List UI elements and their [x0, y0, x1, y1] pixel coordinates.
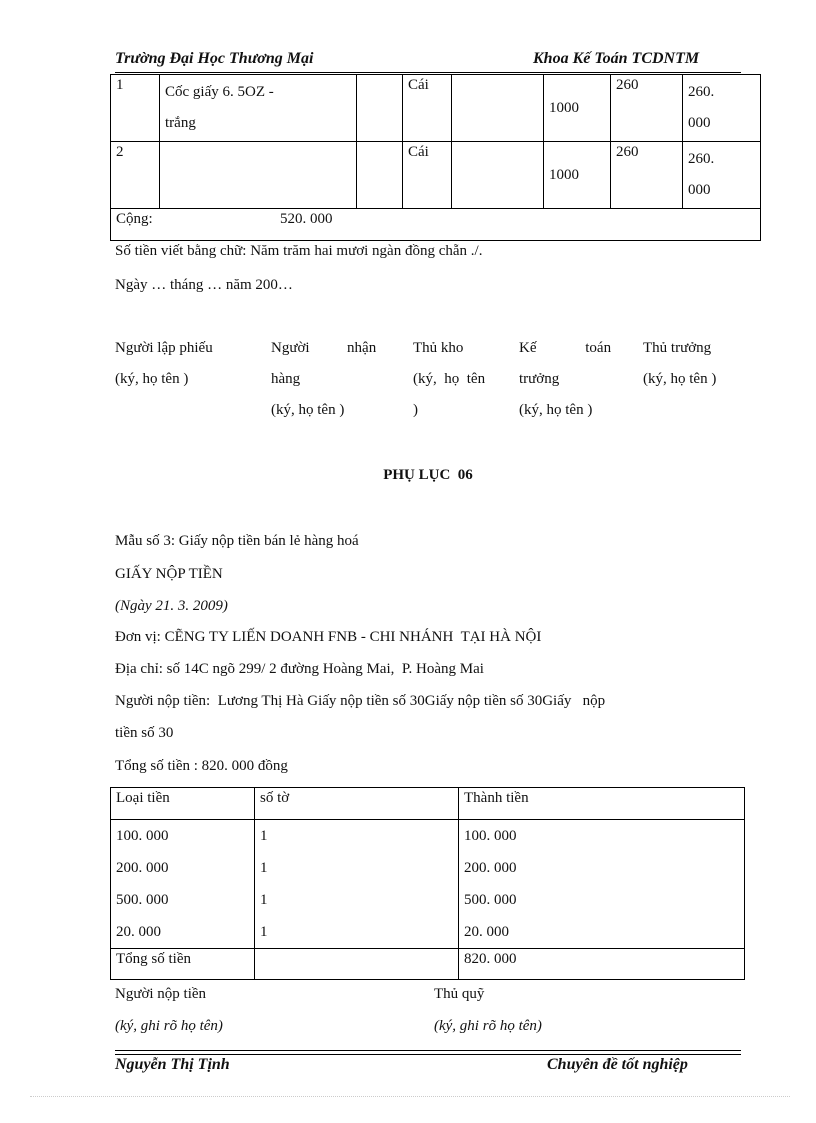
footer-subject: Chuyên đề tốt nghiệp — [547, 1056, 688, 1073]
signature-title: Người nhận — [271, 340, 377, 356]
signature-note: (ký, họ tên ) — [643, 371, 717, 387]
unit-cell: Cái — [403, 142, 452, 209]
form-payer-line1: Người nộp tiền: Lương Thị Hà Giấy nộp tiền số 30Giấy nộp tiền số 30Giấy nộp — [115, 693, 606, 709]
unit-cell: Cái — [403, 75, 452, 142]
signature-receiver — [271, 333, 399, 426]
qty-cell: 1000 — [544, 75, 611, 142]
table-header-row — [111, 788, 745, 820]
cashier-signature-note: (ký, ghi rõ họ tên) — [434, 1018, 542, 1034]
signature-title: Thủ trưởng — [643, 340, 712, 356]
total-row — [111, 949, 745, 980]
denomination: 200. 000 — [116, 860, 169, 876]
total-row — [111, 209, 761, 241]
total-count — [255, 949, 459, 980]
footer-rule-thin — [115, 1054, 741, 1055]
total-value: 820. 000 — [459, 949, 745, 980]
count-cell — [255, 820, 459, 949]
form-number: Mẫu số 3: Giấy nộp tiền bán lẻ hàng hoá — [115, 533, 359, 549]
sheet-count: 1 — [260, 924, 268, 940]
code-cell — [357, 75, 403, 142]
signature-note-cont: ) — [413, 402, 418, 418]
denomination: 20. 000 — [116, 924, 161, 940]
denomination: 500. 000 — [116, 892, 169, 908]
signature-title: Kế toán — [519, 340, 612, 356]
product-name-line2: trắng — [165, 115, 196, 131]
product-name-line1: Cốc giấy 6. 5OZ - — [165, 84, 274, 100]
amount-cell — [683, 142, 761, 209]
price-cell: 260 — [611, 75, 683, 142]
footer-rule — [115, 1050, 741, 1051]
total-label: Cộng: — [116, 211, 153, 227]
header-rule — [115, 72, 741, 73]
payer-signature-note: (ký, ghi rõ họ tên) — [115, 1018, 223, 1034]
stt-cell: 2 — [111, 142, 160, 209]
denomination-cell — [111, 820, 255, 949]
appendix-title: PHỤ LỤC 06 — [383, 467, 473, 483]
form-title: GIẤY NỘP TIỀN — [115, 566, 223, 582]
payer-signature-title: Người nộp tiền — [115, 986, 207, 1002]
signature-chief-accountant — [519, 333, 634, 426]
header-faculty: Khoa Kế Toán TCDNTM — [533, 50, 700, 67]
cashier-signature-title: Thủ quỹ — [434, 986, 485, 1002]
denomination: 100. 000 — [116, 828, 169, 844]
line-amount: 100. 000 — [464, 828, 517, 844]
table-row — [111, 820, 745, 949]
amount-line2: 000 — [688, 115, 711, 131]
product-cell — [160, 142, 357, 209]
stt-cell: 1 — [111, 75, 160, 142]
req-qty-cell — [452, 142, 544, 209]
total-cell — [111, 209, 761, 241]
amount-line1: 260. — [688, 84, 715, 100]
qty-cell: 1000 — [544, 142, 611, 209]
sheet-count: 1 — [260, 892, 268, 908]
code-cell — [357, 142, 403, 209]
footer-author: Nguyễn Thị Tịnh — [115, 1056, 230, 1073]
amount-line1: 260. — [688, 151, 715, 167]
table-row — [111, 142, 761, 209]
form-total: Tổng số tiền : 820. 000 đồng — [115, 758, 288, 774]
line-amount: 200. 000 — [464, 860, 517, 876]
form-unit: Đơn vị: CẼNG TY LIẾN DOANH FNB - CHI NHÁNH TẠI HÀ NỘI — [115, 629, 542, 645]
signature-storekeeper — [413, 333, 508, 426]
goods-table — [110, 74, 761, 241]
price-cell: 260 — [611, 142, 683, 209]
signature-note: (ký, họ tên ) — [115, 371, 189, 387]
signature-preparer — [115, 333, 255, 395]
total-label: Tổng số tiền — [111, 949, 255, 980]
signature-head — [643, 333, 753, 395]
sheet-count: 1 — [260, 860, 268, 876]
form-date: (Ngày 21. 3. 2009) — [115, 598, 228, 614]
sheet-count: 1 — [260, 828, 268, 844]
req-qty-cell — [452, 75, 544, 142]
signature-note: (ký, họ tên ) — [271, 402, 345, 418]
signature-title-cont: trưởng — [519, 371, 560, 387]
header-cell: Thành tiền — [459, 788, 745, 820]
header-cell: số tờ — [255, 788, 459, 820]
header-cell: Loại tiền — [111, 788, 255, 820]
signature-title: Thủ kho — [413, 340, 464, 356]
line-amount: 500. 000 — [464, 892, 517, 908]
total-value: 520. 000 — [280, 211, 333, 227]
cash-table — [110, 787, 745, 980]
signature-title: Người lập phiếu — [115, 340, 213, 356]
amount-cell — [459, 820, 745, 949]
product-cell — [160, 75, 357, 142]
line-amount: 20. 000 — [464, 924, 509, 940]
date-line: Ngày … tháng … năm 200… — [115, 277, 293, 293]
page-edge-dots — [30, 1096, 790, 1097]
form-payer-line2: tiền số 30 — [115, 725, 174, 741]
table-row — [111, 75, 761, 142]
signature-note: (ký, họ tên — [413, 371, 486, 387]
signature-note: (ký, họ tên ) — [519, 402, 593, 418]
signature-title-cont: hàng — [271, 371, 301, 387]
amount-in-words: Số tiền viết bằng chữ: Năm trăm hai mươi ngàn đồng chẵn ./. — [115, 243, 483, 259]
header-school: Trường Đại Học Thương Mại — [115, 50, 314, 67]
amount-line2: 000 — [688, 182, 711, 198]
amount-cell — [683, 75, 761, 142]
form-address: Địa chỉ: số 14C ngõ 299/ 2 đường Hoàng Mai, P. Hoàng Mai — [115, 661, 484, 677]
